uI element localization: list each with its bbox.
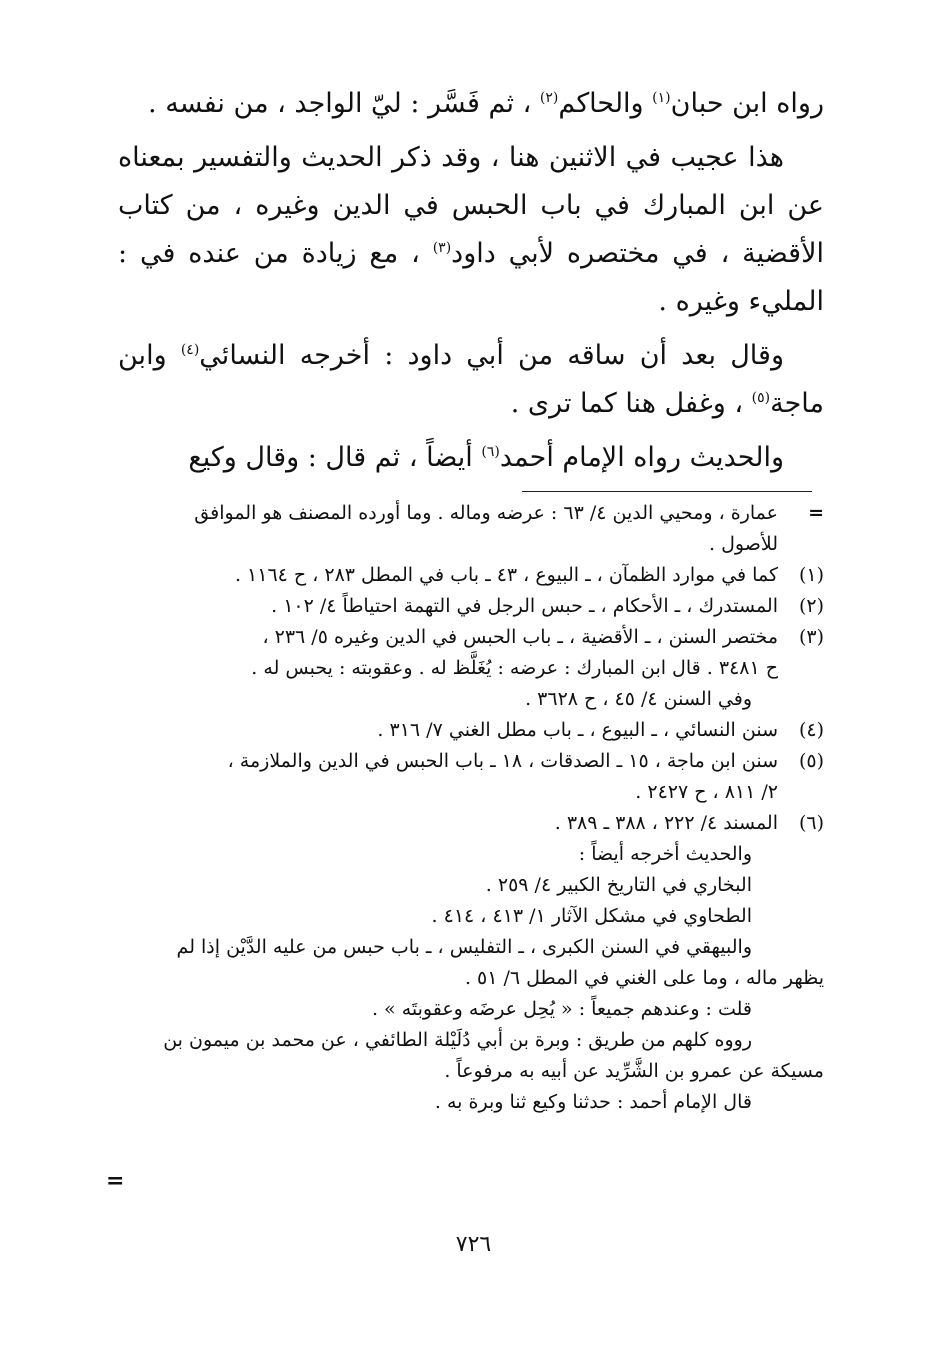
footnote-4 <box>118 715 824 746</box>
text-segment: وابن ماجة <box>118 340 824 419</box>
paragraph-2 <box>118 134 824 326</box>
footnote-number: (٦) <box>798 812 824 834</box>
footnote-number: (٥) <box>798 750 824 772</box>
footnotes <box>118 498 824 1118</box>
footnote-number: (١) <box>798 564 824 586</box>
footnote-text: والحديث أخرجه أيضاً : <box>578 843 752 865</box>
footnote-text: رووه كلهم من طريق : وبرة بن أبي دُلَيْلة الطائفي ، عن محمد بن ميمون بن <box>163 1029 752 1051</box>
footnote-text: مسيكة عن عمرو بن الشَّرِّيد عن أبيه به مرفوعاً . <box>444 1060 824 1082</box>
text-segment: ، وغفل هنا كما ترى . <box>510 388 752 419</box>
footnote-ref-2[interactable]: (٢) <box>539 90 559 106</box>
footnote-divider <box>522 491 812 492</box>
footnote-text: مختصر السنن ، ـ الأقضية ، ـ باب الحبس في الدين وغيره ٥/ ٢٣٦ ، <box>262 626 778 648</box>
footnote-text: ٢/ ٨١١ ، ح ٢٤٢٧ . <box>635 781 778 803</box>
footnote-text: والبيهقي في السنن الكبرى ، ـ التفليس ، ـ باب حبس من عليه الدَّيْن إذا لم <box>176 936 752 958</box>
text-segment: وقال بعد أن ساقه من أبي داود : أخرجه النسائي <box>199 340 784 371</box>
footnote-ref-5[interactable]: (٥) <box>751 390 771 406</box>
paragraph-4 <box>118 434 824 482</box>
footnote-text: قال الإمام أحمد : حدثنا وكيع ثنا وبرة به . <box>434 1091 752 1113</box>
footnote-text: البخاري في التاريخ الكبير ٤/ ٢٥٩ . <box>485 874 752 896</box>
footnote-text: المستدرك ، ـ الأحكام ، ـ حبس الرجل في التهمة احتياطاً ٤/ ١٠٢ . <box>271 595 778 617</box>
footnote-text: الطحاوي في مشكل الآثار ١/ ٤١٣ ، ٤١٤ . <box>431 905 752 927</box>
footnote-text: سنن ابن ماجة ، ١٥ ـ الصدقات ، ١٨ ـ باب الحبس في الدين والملازمة ، <box>227 750 778 772</box>
footnote-text: للأصول . <box>709 533 778 555</box>
main-text <box>118 80 824 488</box>
text-segment: ، ثم فَسَّر : ليّ الواجد ، من نفسه . <box>148 88 540 119</box>
footnote-6 <box>118 808 824 839</box>
page-number: ٧٢٦ <box>455 1232 492 1257</box>
footnote-text: كما في موارد الظمآن ، ـ البيوع ، ٤٣ ـ باب في المطل ٢٨٣ ، ح ١١٦٤ . <box>234 564 778 586</box>
footnote-1 <box>118 560 824 591</box>
footnote-ref-6[interactable]: (٦) <box>481 444 500 460</box>
continuation-mark: = <box>808 502 824 524</box>
paragraph-3 <box>118 332 824 428</box>
footnote-text: ح ٣٤٨١ . قال ابن المبارك : عرضه : يُغَلَّظ له . وعقوبته : يحبس له . <box>251 657 778 679</box>
footnote-ref-4[interactable]: (٤) <box>180 342 200 358</box>
continuation-mark: = <box>106 1168 125 1194</box>
footnote-number: (٢) <box>798 595 824 617</box>
footnote-text: يظهر ماله ، وما على الغني في المطل ٦/ ٥١ . <box>464 967 824 989</box>
text-segment: أيضاً ، ثم قال : وقال وكيع <box>188 442 482 473</box>
footnote-continuation <box>118 498 824 529</box>
text-segment: رواه ابن حبان <box>670 88 824 119</box>
footnote-number: (٤) <box>798 719 824 741</box>
footnote-ref-3[interactable]: (٣) <box>432 240 452 256</box>
text-segment: هذا عجيب في الاثنين هنا ، وقد ذكر الحديث والتفسير بمعناه عن ابن المبارك في باب الحبس في الدين وغيره ، من كتاب الأقضية ، في مختصره لأبي داود <box>118 142 824 269</box>
paragraph-1 <box>118 80 824 128</box>
footnote-ref-1[interactable]: (١) <box>652 90 671 106</box>
footnote-5 <box>118 746 824 777</box>
footnote-text: قلت : وعندهم جميعاً : « يُحِل عرضَه وعقوبتَه » . <box>371 998 752 1020</box>
footnote-2 <box>118 591 824 622</box>
text-segment: ، مع زيادة من عنده في : المليء وغيره . <box>118 238 824 317</box>
footnote-text: وفي السنن ٤/ ٤٥ ، ح ٣٦٢٨ . <box>525 688 752 710</box>
footnote-text: عمارة ، ومحيي الدين ٤/ ٦٣ : عرضه وماله . وما أورده المصنف هو الموافق <box>194 502 778 524</box>
text-segment: والحاكم <box>558 88 653 119</box>
footnote-text: المسند ٤/ ٢٢٢ ، ٣٨٨ ـ ٣٨٩ . <box>554 812 778 834</box>
footnote-number: (٣) <box>798 626 824 648</box>
text-segment: والحديث رواه الإمام أحمد <box>499 442 784 473</box>
footnote-text: سنن النسائي ، ـ البيوع ، ـ باب مطل الغني ٧/ ٣١٦ . <box>377 719 778 741</box>
footnote-3 <box>118 622 824 653</box>
